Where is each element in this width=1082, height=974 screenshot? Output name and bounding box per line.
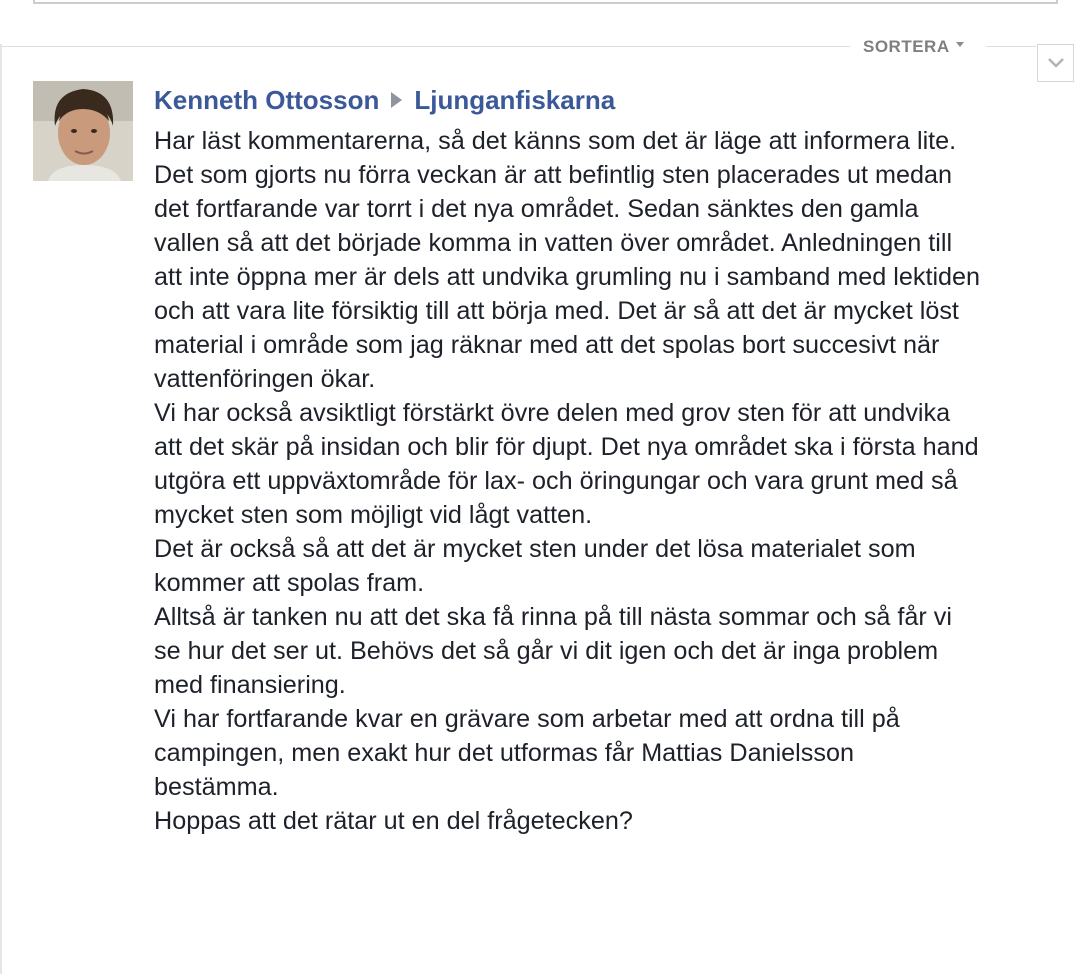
comment-header [154, 83, 615, 117]
comment-paragraph: Det är också så att det är mycket sten under det lösa materialet som kommer att spolas fram. [154, 535, 916, 597]
chevron-down-icon [1047, 57, 1065, 69]
divider [986, 46, 1036, 47]
previous-post-box [33, 0, 1058, 4]
comment-paragraph: Hoppas att det rätar ut en del frågetecken? [154, 807, 633, 835]
comment-paragraph: Vi har också avsiktligt förstärkt övre delen med grov sten för att undvika att det skär på insidan och blir för djupt. Det nya området ska i första hand utgöra ett uppväxtområde för lax- och öringungar och vara grunt med så mycket sten som möjligt vid lågt vatten. [154, 399, 979, 529]
comment-paragraph: Alltså är tanken nu att det ska få rinna på till nästa sommar och så får vi se hur det ser ut. Behövs det så går vi dit igen och det är inga problem med finansiering. [154, 603, 952, 699]
sort-dropdown[interactable] [863, 37, 964, 57]
avatar-photo [33, 81, 133, 181]
sort-label: SORTERA [863, 37, 950, 56]
comment-paragraph: Vi har fortfarande kvar en grävare som arbetar med att ordna till på campingen, men exakt hur det utformas får Mattias Danielsson bestämma. [154, 705, 900, 801]
caret-down-icon [956, 42, 964, 47]
collapse-button[interactable] [1037, 44, 1074, 82]
page-name-link[interactable]: Ljunganfiskarna [414, 84, 616, 115]
comment-paragraph: Har läst kommentarerna, så det känns som det är läge att informera lite. [154, 127, 957, 155]
divider [2, 46, 850, 47]
comment-body [154, 124, 984, 838]
author-name-link[interactable]: Kenneth Ottosson [154, 84, 380, 115]
triangle-right-icon [391, 92, 402, 108]
avatar[interactable] [33, 81, 133, 181]
comment-paragraph: Det som gjorts nu förra veckan är att befintlig sten placerades ut medan det fortfarande var torrt i det nya området. Sedan sänktes den gamla vallen så att det började komma in vatten över området. Anledningen till att inte öppna mer är dels att undvika grumling nu i samband med lektiden och att vara lite försiktig till att börja med. Det är så att det är mycket löst material i område som jag räknar med att det spolas bort succesivt när vattenföringen ökar. [154, 161, 981, 393]
